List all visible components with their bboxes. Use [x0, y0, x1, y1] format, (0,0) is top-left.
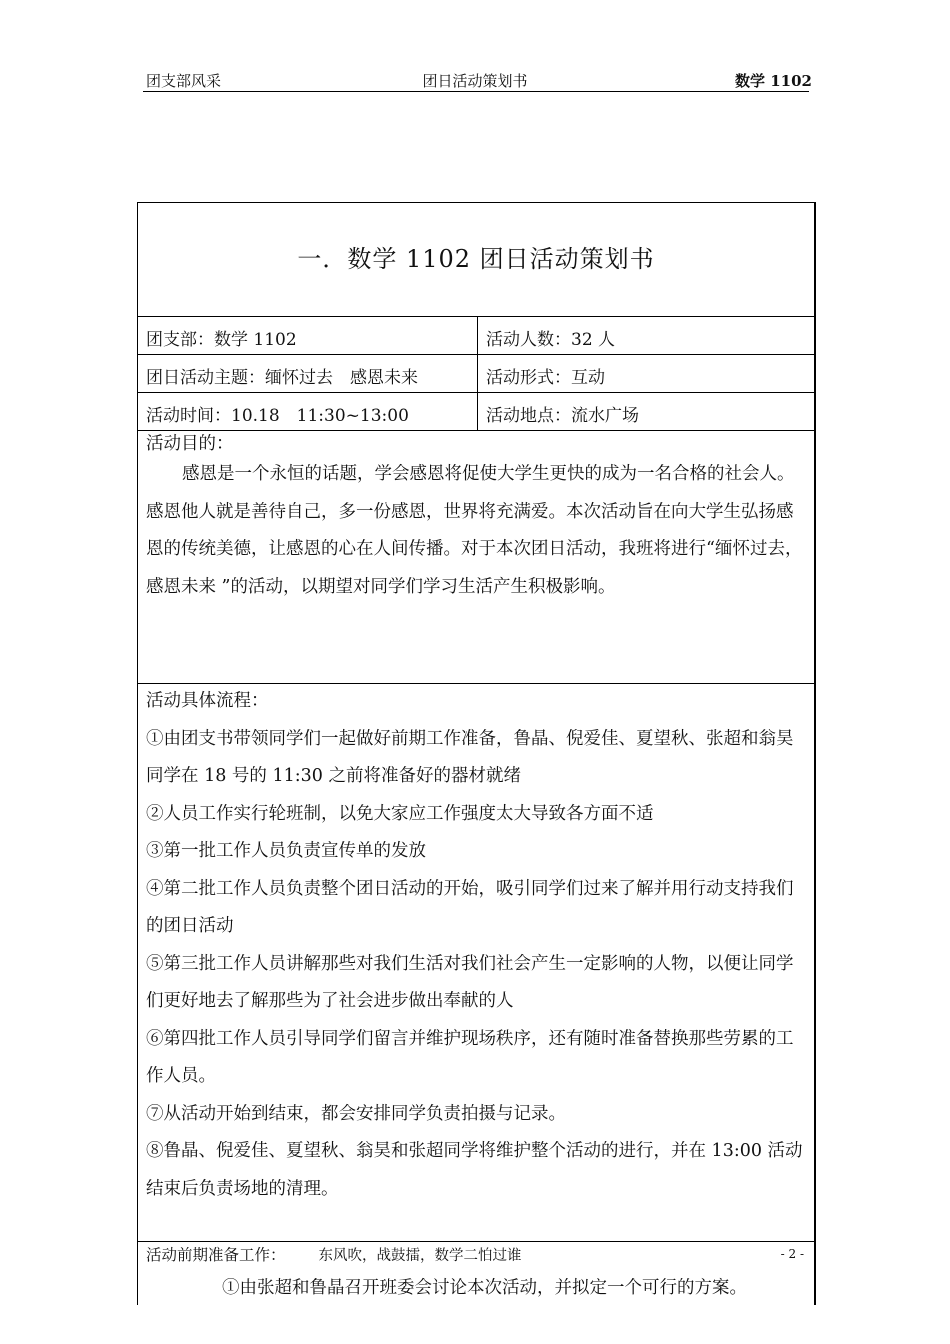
- purpose-paragraph: 感恩是一个永恒的话题，学会感恩将促使大学生更快的成为一名合格的社会人。感恩他人就是善待自己，多一份感恩，世界将充满爱。本次活动旨在向大学生弘扬感恩的传统美德，让感恩的心在人间传播。对于本次团日活动，我班将进行“缅怀过去，感恩未来 ”的活动，以期望对同学们学习生活产生积极影响。: [146, 464, 803, 597]
- info-time: 活动时间：10.18 11:30~13:00: [146, 406, 409, 426]
- process-label: 活动具体流程：: [146, 691, 269, 711]
- process-step: ⑥第四批工作人员引导同学们留言并维护现场秩序，还有随时准备替换那些劳累的工作人员。: [146, 1028, 794, 1086]
- footer-slogan: 东风吹，战鼓擂，数学二怕过谁: [318, 1248, 522, 1264]
- process-step: ④第二批工作人员负责整个团日活动的开始，吸引同学们过来了解并用行动支持我们的团日活动: [146, 878, 794, 936]
- process-step: ①由团支书带领同学们一起做好前期工作准备，鲁晶、倪爱佳、夏望秋、张超和翁昊同学在 18 号的 11:30 之前将准备好的器材就绪: [146, 728, 794, 786]
- info-theme: 团日活动主题：缅怀过去 感恩未来: [146, 368, 418, 388]
- process-step: ③第一批工作人员负责宣传单的发放: [146, 841, 426, 861]
- info-form: 活动形式：互动: [486, 368, 605, 388]
- document-title: 一．数学 1102 团日活动策划书: [297, 245, 655, 273]
- header-center: 团日活动策划书: [422, 72, 528, 90]
- header-left: 团支部风采: [146, 72, 222, 90]
- plan-table: [137, 202, 816, 1305]
- purpose-text-block: [146, 456, 806, 606]
- table-rule: [138, 392, 814, 393]
- info-branch: 团支部：数学 1102: [146, 330, 297, 350]
- process-block: [146, 683, 806, 1208]
- process-step: ⑦从活动开始到结束，都会安排同学负责拍摄与记录。: [146, 1103, 566, 1124]
- header-right: 数学 1102: [735, 72, 812, 90]
- table-column-divider: [477, 316, 478, 430]
- info-place: 活动地点：流水广场: [486, 406, 639, 426]
- table-rule: [138, 354, 814, 355]
- purpose-label: 活动目的：: [146, 434, 234, 454]
- prep-item: ①由张超和鲁晶召开班委会讨论本次活动，并拟定一个可行的方案。: [222, 1278, 747, 1298]
- process-step: ⑧鲁晶、倪爱佳、夏望秋、翁昊和张超同学将维护整个活动的进行，并在 13:00 活动结束后负责场地的清理。: [146, 1141, 803, 1199]
- process-step: ②人员工作实行轮班制，以免大家应工作强度太大导致各方面不适: [146, 803, 654, 824]
- page-number: - 2 -: [780, 1247, 804, 1261]
- prep-footer-line: [146, 1243, 806, 1265]
- table-rule: [138, 316, 814, 317]
- info-people: 活动人数：32 人: [486, 330, 616, 350]
- process-step: ⑤第三批工作人员讲解那些对我们生活对我们社会产生一定影响的人物，以便让同学们更好地去了解那些为了社会进步做出奉献的人: [146, 953, 794, 1011]
- prep-label: 活动前期准备工作：: [146, 1246, 286, 1264]
- header-rule: [143, 91, 809, 92]
- table-rule: [138, 1241, 814, 1242]
